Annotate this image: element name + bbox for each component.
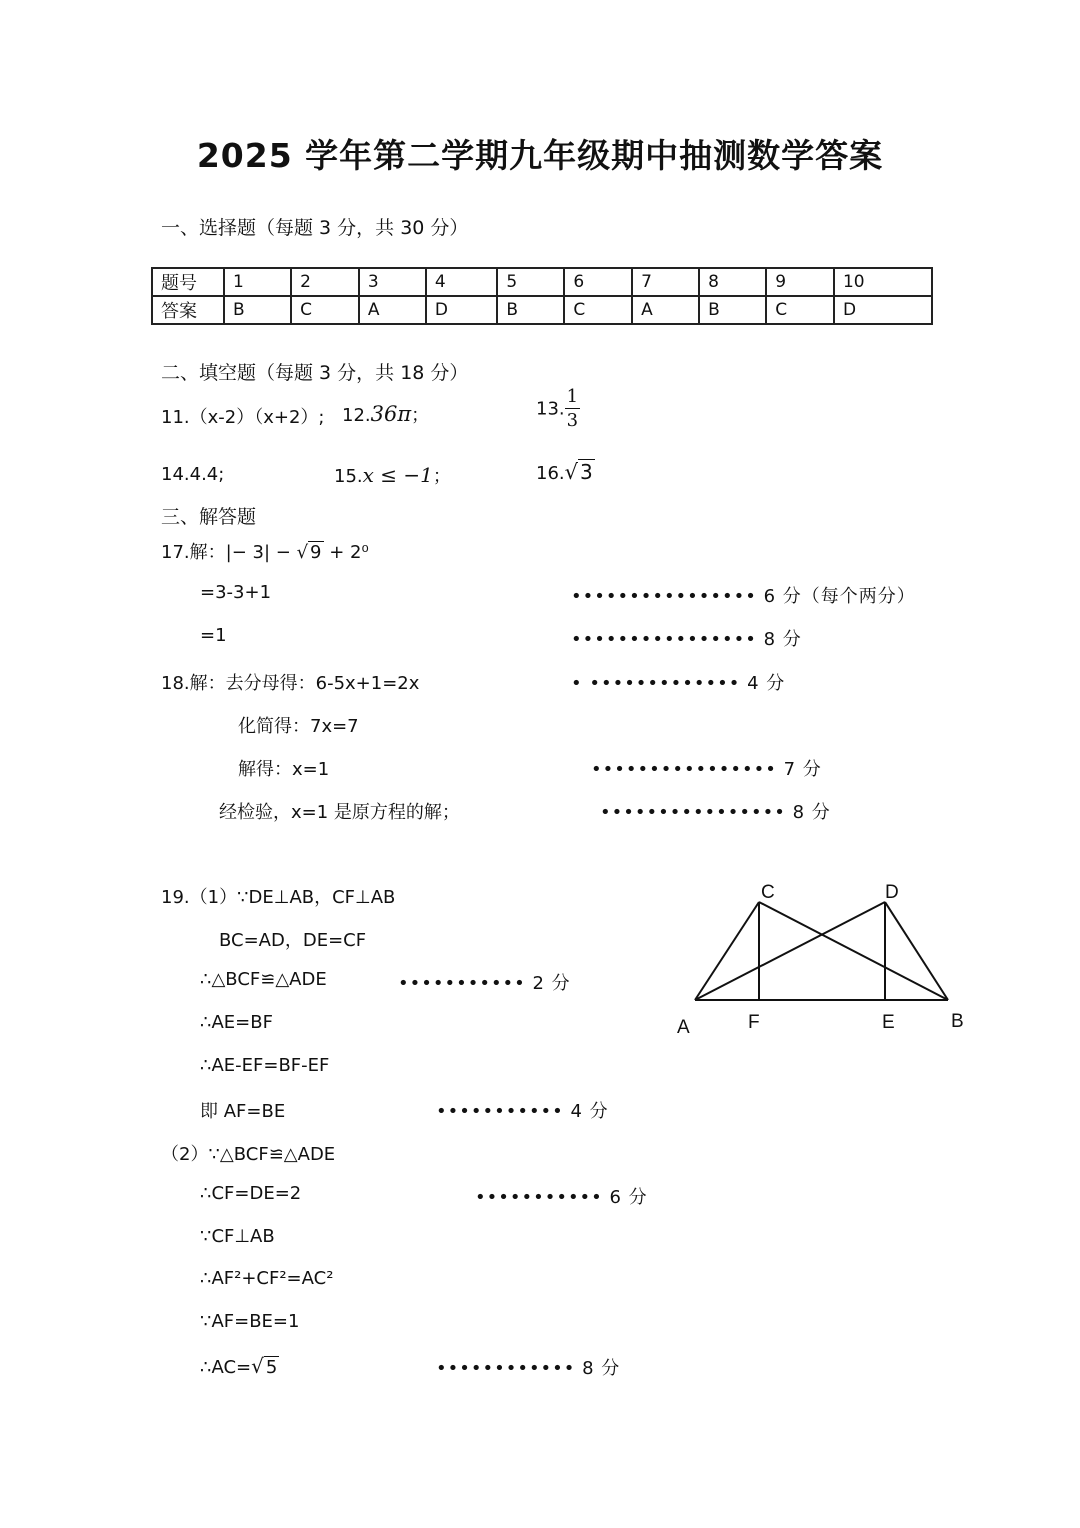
q19-p1-line2: BC=AD，DE=CF	[219, 930, 367, 951]
label-c: C	[761, 882, 775, 903]
q12-value: 36π	[370, 402, 412, 426]
answer-q16	[536, 460, 595, 484]
q18-line4-score: •••••••••••••••• 8 分	[600, 802, 831, 823]
q18-line3: 解得：x=1	[238, 759, 330, 780]
section1-heading: 一、选择题（每题 3 分，共 30 分）	[161, 217, 469, 239]
q19-p2-line2: ∴CF=DE=2	[200, 1183, 302, 1204]
table-cell: B	[699, 296, 766, 324]
q16-radical: √	[564, 460, 579, 484]
table-cell: C	[564, 296, 632, 324]
table-row-answers	[152, 296, 932, 324]
table-cell: 3	[359, 268, 426, 296]
q13-prefix: 13.	[536, 398, 565, 420]
q13-numerator: 1	[566, 386, 579, 407]
table-header-answer: 答案	[152, 296, 224, 324]
q13-denominator: 3	[566, 410, 579, 431]
q12-suffix: ；	[411, 405, 430, 426]
table-cell: 6	[564, 268, 632, 296]
q17-expr: |− 3| −	[225, 542, 297, 563]
segment-bc	[759, 902, 948, 1000]
q18-line3-score: •••••••••••••••• 7 分	[591, 759, 822, 780]
table-cell: A	[632, 296, 699, 324]
q19-p1-line1: 19.（1）∵DE⊥AB，CF⊥AB	[161, 887, 396, 908]
table-cell: C	[766, 296, 834, 324]
table-cell: 5	[497, 268, 564, 296]
label-d: D	[885, 882, 899, 903]
table-cell: B	[224, 296, 291, 324]
q18-line1: 18.解：去分母得：6-5x+1=2x	[161, 673, 420, 694]
q19-p2-line4: ∴AF²+CF²=AC²	[200, 1268, 334, 1289]
q17-radicand: 9	[310, 542, 322, 563]
q17-radical: √	[296, 542, 309, 563]
q19-ac-prefix: ∴AC=	[200, 1357, 252, 1378]
q18-line4: 经检验，x=1 是原方程的解；	[219, 802, 460, 823]
q17-tail: + 2⁰	[323, 542, 369, 563]
label-b: B	[951, 1011, 964, 1032]
q15-value: x ≤ −1	[362, 463, 433, 487]
q13-fraction	[565, 388, 580, 430]
table-cell: C	[291, 296, 359, 324]
q17-line2: =3-3+1	[200, 582, 272, 603]
q15-prefix: 15.	[334, 466, 363, 487]
q19-p2-line5: ∵AF=BE=1	[200, 1311, 300, 1332]
q18-line2: 化简得：7x=7	[238, 716, 359, 737]
geometry-figure	[670, 875, 970, 1045]
q19-p1-line3: ∴△BCF≌△ADE	[200, 969, 327, 990]
table-cell: 8	[699, 268, 766, 296]
q19-p2-line6	[200, 1354, 279, 1378]
label-a: A	[677, 1017, 690, 1038]
q15-suffix: ；	[432, 466, 451, 487]
q17-line2-score: •••••••••••••••• 6 分（每个两分）	[571, 586, 916, 607]
segment-ad	[695, 902, 885, 1000]
section3-heading: 三、解答题	[161, 506, 257, 528]
q19-p2-line6-score: •••••••••••• 8 分	[436, 1358, 621, 1379]
table-cell: 2	[291, 268, 359, 296]
answer-table	[151, 267, 933, 325]
table-cell: 10	[834, 268, 932, 296]
page-title: 2025 学年第二学期九年级期中抽测数学答案	[196, 136, 884, 175]
table-cell: D	[834, 296, 932, 324]
q17-prefix: 17.解：	[161, 542, 226, 563]
q19-ac-radical: √	[251, 1354, 264, 1378]
answer-q13	[536, 388, 580, 430]
q17-line3-score: •••••••••••••••• 8 分	[571, 629, 802, 650]
q16-radicand: 3	[580, 460, 593, 484]
q12-prefix: 12.	[342, 405, 371, 426]
label-f: F	[748, 1012, 760, 1033]
answer-q11: 11.（x-2）（x+2）;	[161, 407, 325, 428]
q19-p1-line4: ∴AE=BF	[200, 1012, 273, 1033]
q19-p2-line2-score: ••••••••••• 6 分	[475, 1187, 648, 1208]
table-cell: B	[497, 296, 564, 324]
q17-line1	[161, 538, 369, 564]
table-cell: 9	[766, 268, 834, 296]
q18-line1-score: • ••••••••••••• 4 分	[571, 673, 786, 694]
table-cell: 4	[426, 268, 498, 296]
answer-q12	[342, 401, 429, 427]
table-cell: 7	[632, 268, 699, 296]
q17-line3: =1	[200, 625, 227, 646]
q19-p1-line5: ∴AE-EF=BF-EF	[200, 1055, 330, 1076]
table-cell: 1	[224, 268, 291, 296]
q19-p1-line3-score: ••••••••••• 2 分	[398, 973, 571, 994]
table-cell: A	[359, 296, 426, 324]
q19-p2-line3: ∵CF⊥AB	[200, 1226, 275, 1247]
segment-bd	[885, 902, 948, 1000]
table-cell: D	[426, 296, 498, 324]
q19-p2-line1: （2）∵△BCF≌△ADE	[161, 1144, 336, 1165]
section2-heading: 二、填空题（每题 3 分，共 18 分）	[161, 362, 469, 384]
q19-ac-radicand: 5	[265, 1357, 278, 1378]
answer-q14: 14.4.4;	[161, 464, 225, 485]
segment-ac	[695, 902, 759, 1000]
answer-q15	[334, 462, 451, 488]
q19-p1-line6-score: ••••••••••• 4 分	[436, 1101, 609, 1122]
table-row-questions	[152, 268, 932, 296]
q16-prefix: 16.	[536, 463, 565, 484]
table-header-question: 题号	[152, 268, 224, 296]
q19-p1-line6: 即 AF=BE	[200, 1101, 286, 1122]
label-e: E	[882, 1012, 895, 1033]
